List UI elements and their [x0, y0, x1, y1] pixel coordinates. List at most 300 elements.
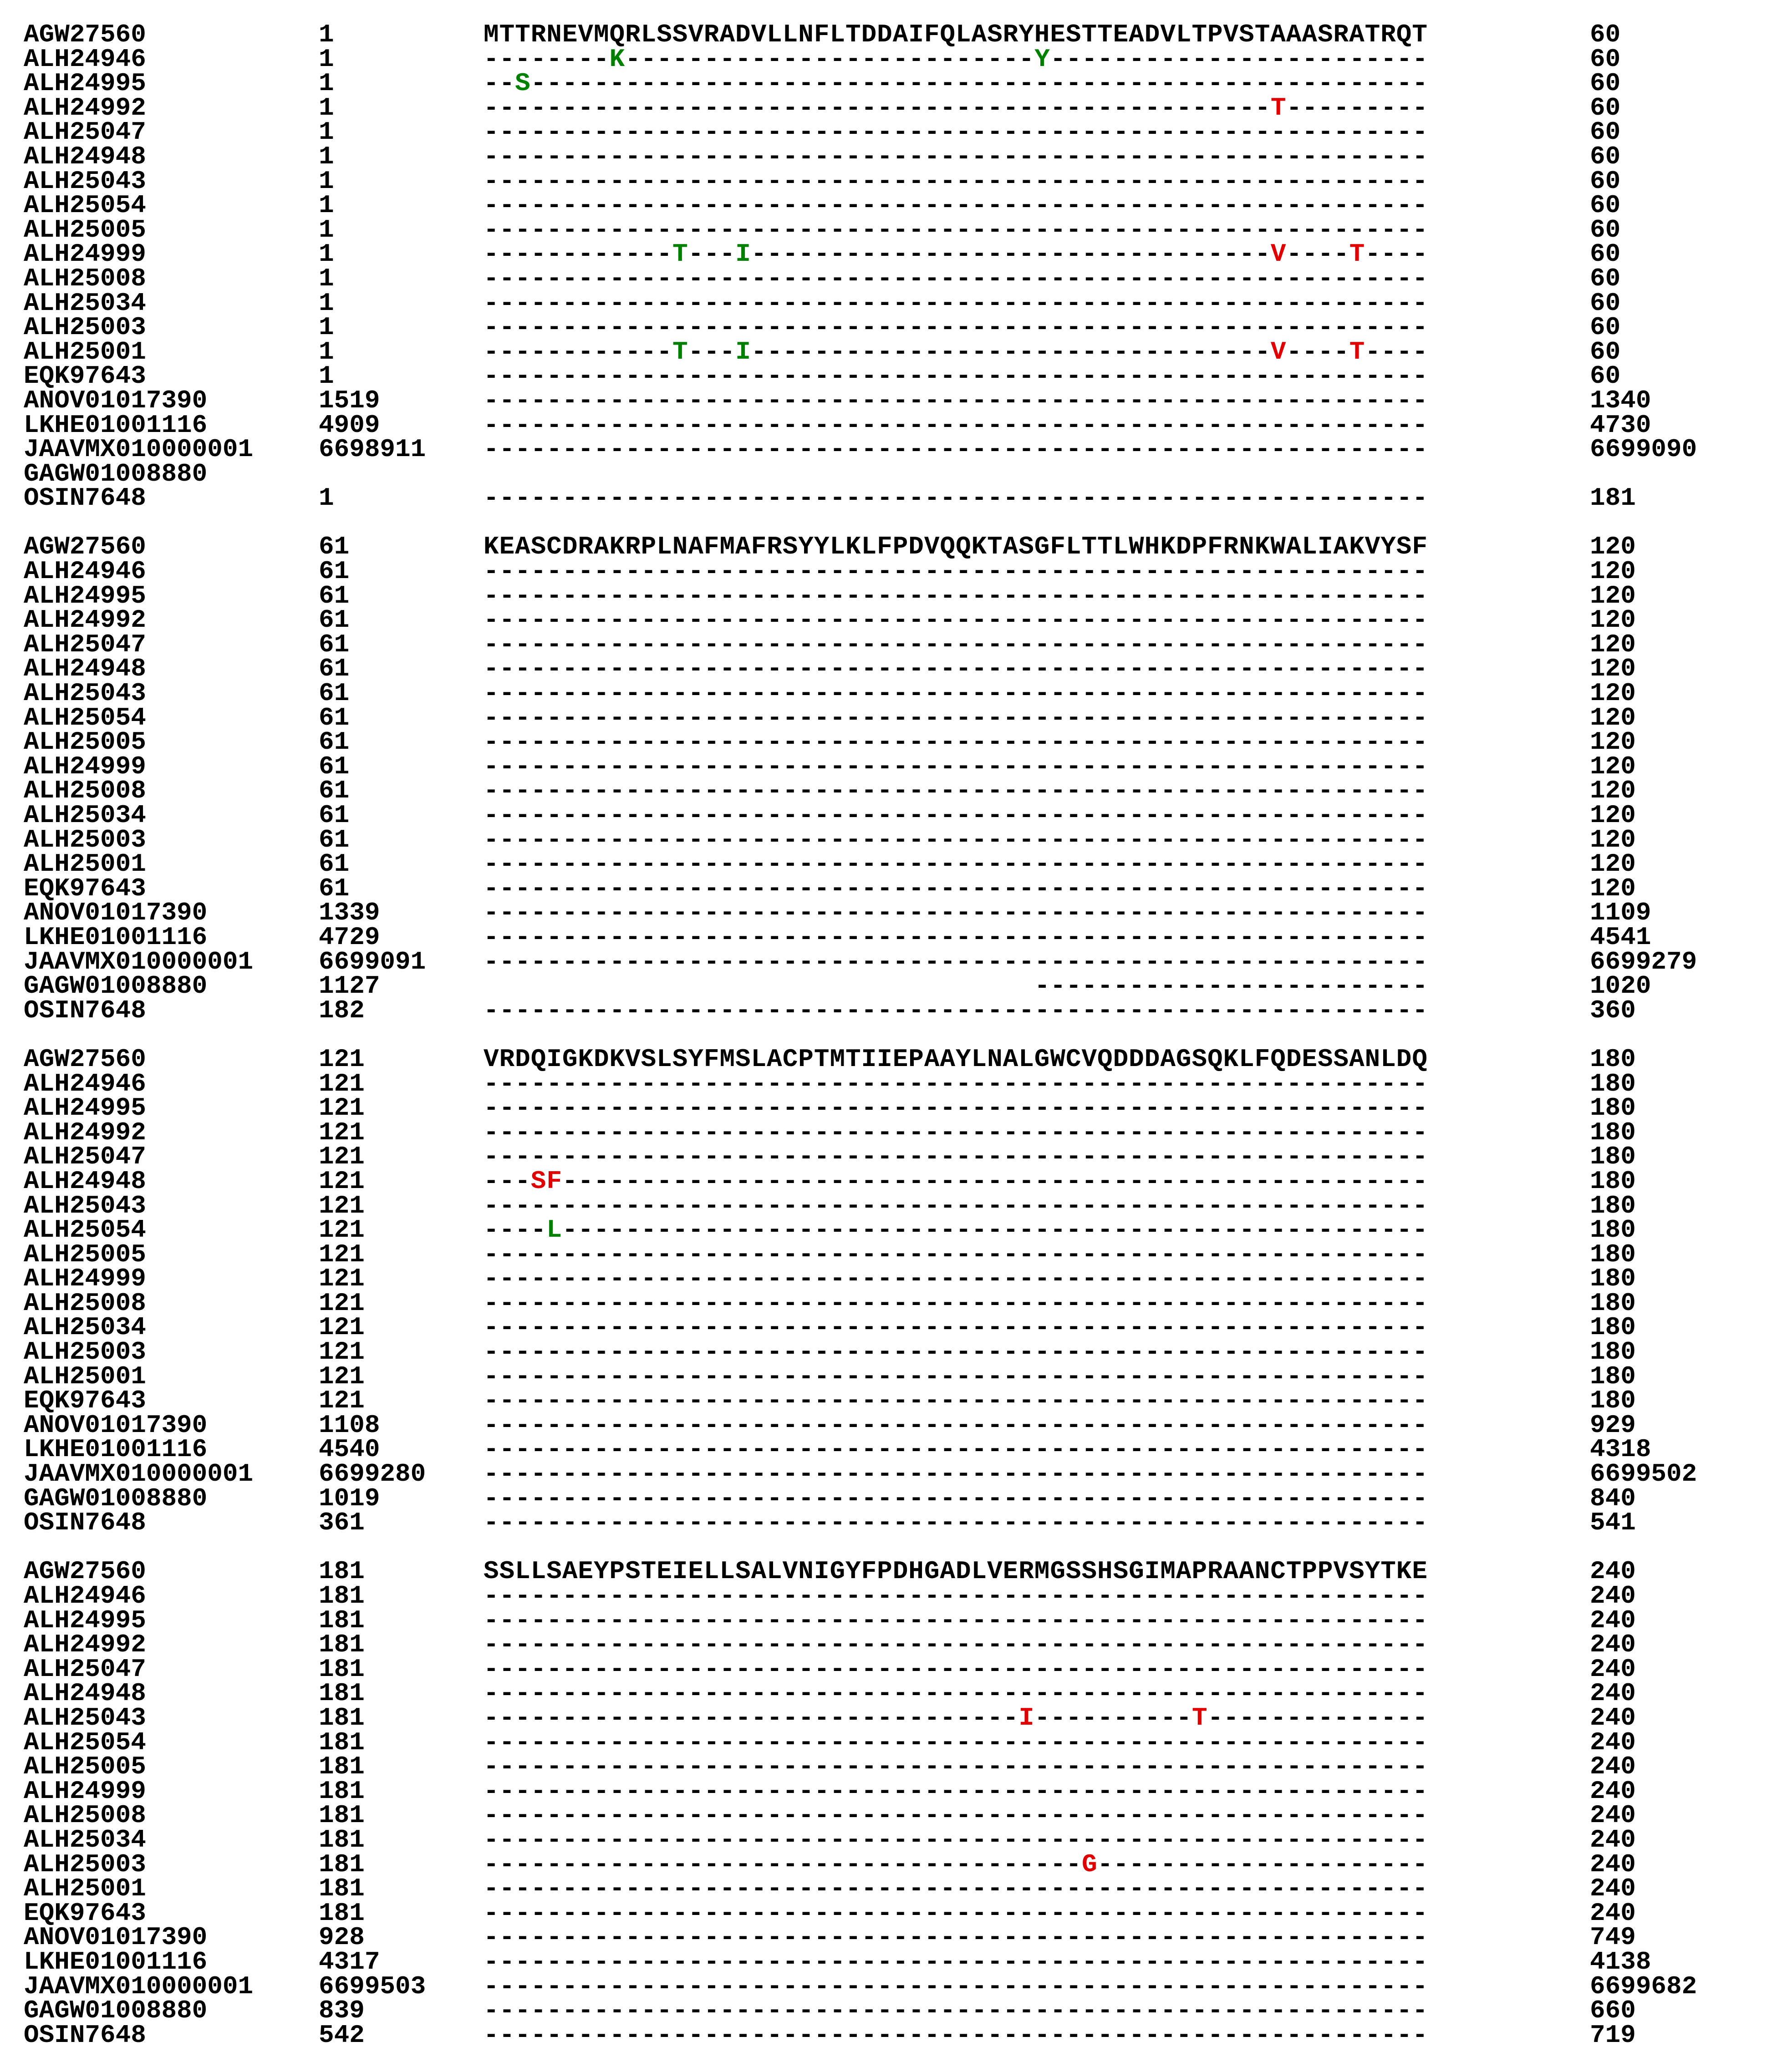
end-position: 6699682 [1590, 1971, 1697, 2001]
start-position: 1127 [319, 971, 380, 1001]
alignment-row [24, 20, 1736, 49]
sequence-id: ALH25003 [24, 313, 146, 342]
start-position: 61 [319, 727, 350, 757]
sequence: ------------------------------------------------------------ [484, 1191, 1428, 1220]
end-position: 120 [1590, 825, 1636, 854]
start-position: 181 [319, 1605, 365, 1635]
sequence-id: ANOV01017390 [24, 1410, 208, 1440]
end-position: 240 [1590, 1557, 1636, 1586]
start-position: 61 [319, 825, 350, 854]
start-position: 61 [319, 557, 350, 586]
substitution-residue: S [515, 69, 531, 98]
start-position: 1 [319, 337, 334, 366]
sequence: ------------------------------------------------------------ [484, 166, 1428, 196]
start-position: 182 [319, 995, 365, 1025]
sequence: ------------------------------------------------------------ [484, 313, 1428, 342]
sequence: ------------------------------------------------------------ [484, 1727, 1428, 1757]
alignment-row [24, 1803, 1736, 1828]
alignment-row [24, 1681, 1736, 1706]
sequence-id: ANOV01017390 [24, 386, 208, 415]
end-position: 180 [1590, 1093, 1636, 1123]
end-position: 6699279 [1590, 947, 1697, 976]
sequence-id: OSIN7648 [24, 1508, 146, 1538]
end-position: 240 [1590, 1849, 1636, 1879]
start-position: 1 [319, 93, 334, 122]
start-position: 121 [319, 1093, 365, 1123]
substitution-residue: V [1270, 337, 1287, 366]
sequence-id: EQK97643 [24, 873, 146, 903]
sequence: ------------------------------------------------------------ [484, 1630, 1428, 1660]
sequence [484, 462, 1590, 487]
substitution-residue: I [735, 337, 751, 366]
start-position: 1339 [319, 898, 380, 928]
start-position: 1 [319, 44, 334, 74]
alignment-row [24, 1093, 1736, 1123]
start-position: 61 [319, 581, 350, 610]
sequence: ------------------------------------------------------------ [484, 386, 1428, 415]
sequence-id: LKHE01001116 [24, 410, 208, 440]
alignment-row [24, 605, 1736, 635]
alignment-row [24, 71, 1736, 96]
sequence: ---SF------------------------------------------------------- [484, 1166, 1428, 1196]
sequence-id: ALH25054 [24, 1727, 146, 1757]
alignment-row [24, 1459, 1736, 1489]
start-position: 1519 [319, 386, 380, 415]
end-position: 240 [1590, 1605, 1636, 1635]
alignment-row [24, 337, 1736, 366]
start-position: 1 [319, 69, 334, 98]
end-position: 180 [1590, 1166, 1636, 1196]
sequence-id: ALH25001 [24, 337, 146, 366]
end-position: 120 [1590, 605, 1636, 635]
substitution-residue: T [1192, 1703, 1208, 1732]
end-position: 120 [1590, 873, 1636, 903]
sequence-id: ALH25008 [24, 776, 146, 806]
sequence: ------------------------------------------------------------ [484, 264, 1428, 293]
sequence-id: ALH25034 [24, 288, 146, 318]
sequence: ----------------------------------I----------T-------------- [484, 1703, 1428, 1732]
substitution-residue: V [1270, 239, 1287, 269]
sequence-id: LKHE01001116 [24, 1947, 208, 1976]
alignment-row [24, 1727, 1736, 1757]
sequence: ------------------------------------------------------------ [484, 849, 1428, 879]
sequence: ------------------------------------------------------------ [484, 1386, 1428, 1416]
sequence-id: OSIN7648 [24, 995, 146, 1025]
alignment-row [24, 681, 1736, 706]
substitution-residue: S [530, 1166, 547, 1196]
sequence: MTTRNEVMQRLSSVRADVLLNFLTDDAIFQLASRYHESTTEADVLTPVSTAAASRATRQT [484, 20, 1428, 49]
start-position: 181 [319, 1776, 365, 1806]
sequence-id: ALH25043 [24, 679, 146, 708]
sequence: ------------------------------------------------------------ [484, 361, 1428, 391]
end-position: 120 [1590, 679, 1636, 708]
start-position: 1 [319, 215, 334, 244]
sequence: --------K--------------------------Y------------------------ [484, 44, 1428, 74]
sequence: ------------------------------------------------------------ [484, 215, 1428, 244]
sequence-id: ALH25034 [24, 1825, 146, 1854]
alignment-row [24, 1971, 1736, 2001]
substitution-residue: I [1018, 1703, 1035, 1732]
sequence-id: GAGW01008880 [24, 971, 208, 1001]
start-position: 121 [319, 1069, 365, 1098]
start-position: 121 [319, 1166, 365, 1196]
sequence-id: ALH25054 [24, 703, 146, 732]
alignment-row [24, 1508, 1736, 1538]
start-position: 4317 [319, 1947, 380, 1976]
start-position: 6699503 [319, 1971, 426, 2001]
end-position: 180 [1590, 1386, 1636, 1416]
start-position: 61 [319, 801, 350, 830]
sequence: ------------------------------------------------------------ [484, 703, 1428, 732]
start-position: 6699280 [319, 1459, 426, 1489]
sequence: ------------------------------------------------------------ [484, 1898, 1428, 1928]
sequence: ------------------------------------------------------------ [484, 1996, 1428, 2026]
alignment-row [24, 630, 1736, 659]
start-position: 181 [319, 1752, 365, 1782]
alignment-row [24, 581, 1736, 610]
alignment-row [24, 239, 1736, 269]
sequence: ------------------------------------------------------------ [484, 1093, 1428, 1123]
end-position: 180 [1590, 1117, 1636, 1147]
alignment-row [24, 117, 1736, 147]
end-position: 240 [1590, 1898, 1636, 1928]
start-position: 61 [319, 532, 350, 562]
start-position: 1 [319, 20, 334, 49]
sequence-id: GAGW01008880 [24, 459, 208, 488]
sequence: ------------------------------------------------------------ [484, 142, 1428, 171]
sequence: ------------------------------------------------------------ [484, 1752, 1428, 1782]
sequence-id: AGW27560 [24, 20, 146, 49]
start-position: 1 [319, 117, 334, 147]
sequence-id: ALH25008 [24, 1801, 146, 1830]
sequence-id: JAAVMX010000001 [24, 1971, 254, 2001]
sequence: ------------------------------------------------------------ [484, 776, 1428, 806]
alignment-row [24, 1337, 1736, 1367]
sequence: ------------------------------------------------------------ [484, 1923, 1428, 1952]
alignment-row [24, 410, 1736, 440]
sequence-id: ALH25054 [24, 191, 146, 220]
sequence-id: ALH24946 [24, 557, 146, 586]
end-position: 4730 [1590, 410, 1651, 440]
substitution-residue: G [1081, 1849, 1098, 1879]
sequence: ------------------------------------------------------------ [484, 1069, 1428, 1098]
sequence-id: EQK97643 [24, 1386, 146, 1416]
sequence-id: ALH25003 [24, 1337, 146, 1367]
sequence: ------------------------------------------------------------ [484, 1581, 1428, 1610]
start-position: 6698911 [319, 435, 426, 464]
alignment-row [24, 1874, 1736, 1904]
substitution-residue: Y [1034, 44, 1050, 74]
start-position: 61 [319, 605, 350, 635]
sequence: ------------------------------------------------------------ [484, 1435, 1428, 1464]
start-position: 121 [319, 1288, 365, 1318]
end-position: 60 [1590, 239, 1621, 269]
sequence-id: AGW27560 [24, 532, 146, 562]
sequence: ------------------------------------------------------------ [484, 825, 1428, 854]
sequence-id: ALH25043 [24, 166, 146, 196]
end-position: 180 [1590, 1142, 1636, 1172]
start-position: 181 [319, 1630, 365, 1660]
sequence: ------------------------------------------------------------ [484, 483, 1428, 513]
end-position: 60 [1590, 313, 1621, 342]
sequence-id: ALH25005 [24, 215, 146, 244]
alignment-row [24, 315, 1736, 340]
sequence-id: EQK97643 [24, 1898, 146, 1928]
sequence-id: ALH24999 [24, 1776, 146, 1806]
end-position: 60 [1590, 288, 1621, 318]
end-position: 60 [1590, 264, 1621, 293]
sequence-id: AGW27560 [24, 1044, 146, 1074]
sequence-alignment [24, 20, 1736, 2072]
sequence-id: ALH25001 [24, 1874, 146, 1904]
alignment-row [24, 1703, 1736, 1732]
sequence: --------------------------------------------------T--------- [484, 93, 1428, 122]
alignment-row [24, 849, 1736, 879]
sequence-id: ALH25003 [24, 1849, 146, 1879]
alignment-row [24, 1483, 1736, 1513]
sequence: ------------------------------------------------------------ [484, 1313, 1428, 1342]
end-position: 120 [1590, 532, 1636, 562]
start-position: 121 [319, 1239, 365, 1269]
end-position: 60 [1590, 215, 1621, 244]
sequence-id: ALH25005 [24, 1752, 146, 1782]
sequence-id: ALH24946 [24, 44, 146, 74]
start-position: 1 [319, 239, 334, 269]
start-position: 1 [319, 313, 334, 342]
start-position: 6699091 [319, 947, 426, 976]
sequence: ------------------------------------------------------------ [484, 1459, 1428, 1489]
start-position: 542 [319, 2020, 365, 2050]
sequence: ------------------------------------------------------------ [484, 581, 1428, 610]
end-position: 60 [1590, 361, 1621, 391]
sequence-id: OSIN7648 [24, 2020, 146, 2050]
start-position: 181 [319, 1898, 365, 1928]
sequence: ------------------------------------------------------------ [484, 1288, 1428, 1318]
alignment-row [24, 1166, 1736, 1196]
alignment-row [24, 1996, 1736, 2026]
start-position: 928 [319, 1923, 365, 1952]
alignment-row [24, 703, 1736, 732]
sequence-id: ALH25034 [24, 1313, 146, 1342]
sequence-id: ALH25005 [24, 727, 146, 757]
sequence: VRDQIGKDKVSLSYFMSLACPTMTIIEPAAYLNALGWCVQDDDAGSQKLFQDESSANLDQ [484, 1044, 1428, 1074]
start-position: 61 [319, 752, 350, 781]
sequence: ------------T---I---------------------------------V----T---- [484, 337, 1428, 366]
sequence-id: ANOV01017390 [24, 898, 208, 928]
start-position: 121 [319, 1361, 365, 1391]
alignment-row [24, 1117, 1736, 1147]
sequence-id: OSIN7648 [24, 483, 146, 513]
end-position: 180 [1590, 1239, 1636, 1269]
alignment-row [24, 288, 1736, 318]
sequence: ------------------------------------------------------------ [484, 191, 1428, 220]
sequence-id: EQK97643 [24, 361, 146, 391]
end-position: 360 [1590, 995, 1636, 1025]
end-position: 60 [1590, 20, 1621, 49]
alignment-row [24, 361, 1736, 391]
sequence-id: ALH25034 [24, 801, 146, 830]
start-position: 181 [319, 1874, 365, 1904]
sequence: ------------------------------------------------------------ [484, 873, 1428, 903]
start-position: 121 [319, 1264, 365, 1294]
sequence: ------------------------------------------------------------ [484, 1337, 1428, 1367]
start-position: 1 [319, 166, 334, 196]
alignment-row [24, 483, 1736, 513]
end-position: 180 [1590, 1069, 1636, 1098]
end-position: 240 [1590, 1581, 1636, 1610]
start-position: 61 [319, 849, 350, 879]
start-position: 1 [319, 483, 334, 513]
alignment-row [24, 922, 1736, 952]
alignment-row [24, 1044, 1736, 1074]
end-position: 660 [1590, 1996, 1636, 2026]
sequence-id: ALH24948 [24, 654, 146, 684]
alignment-row [24, 873, 1736, 903]
alignment-row [24, 1630, 1736, 1660]
start-position: 361 [319, 1508, 365, 1538]
sequence-id: ALH25047 [24, 1142, 146, 1172]
sequence-id: ALH25043 [24, 1191, 146, 1220]
end-position: 120 [1590, 849, 1636, 879]
sequence-id: JAAVMX010000001 [24, 435, 254, 464]
sequence-id: ALH24992 [24, 1117, 146, 1147]
start-position: 121 [319, 1191, 365, 1220]
end-position: 929 [1590, 1410, 1636, 1440]
sequence: ------------------------------------------------------------ [484, 654, 1428, 684]
end-position: 1109 [1590, 898, 1651, 928]
end-position: 180 [1590, 1337, 1636, 1367]
sequence: ----L------------------------------------------------------- [484, 1215, 1428, 1245]
alignment-row [24, 654, 1736, 684]
end-position: 4138 [1590, 1947, 1651, 1976]
start-position: 4540 [319, 1435, 380, 1464]
alignment-row [24, 971, 1736, 1001]
end-position: 120 [1590, 727, 1636, 757]
end-position: 240 [1590, 1654, 1636, 1684]
end-position: 240 [1590, 1825, 1636, 1854]
alignment-row [24, 1239, 1736, 1269]
alignment-row [24, 1925, 1736, 1950]
start-position: 121 [319, 1117, 365, 1147]
substitution-residue: T [1349, 337, 1365, 366]
alignment-row [24, 193, 1736, 218]
sequence: --S--------------------------------------------------------- [484, 69, 1428, 98]
end-position: 120 [1590, 630, 1636, 659]
sequence-id: ALH24999 [24, 752, 146, 781]
sequence-id: ALH24946 [24, 1069, 146, 1098]
sequence-id: ALH24948 [24, 1679, 146, 1708]
alignment-row [24, 1898, 1736, 1928]
sequence: ------------------------------------------------------------ [484, 1264, 1428, 1294]
sequence-id: ALH25008 [24, 1288, 146, 1318]
sequence: ------------------------------------------------------------ [484, 898, 1428, 928]
sequence: ------------------------------------------------------------ [484, 1654, 1428, 1684]
sequence-id: ANOV01017390 [24, 1923, 208, 1952]
start-position: 61 [319, 654, 350, 684]
sequence: ------------------------------------------------------------ [484, 1801, 1428, 1830]
alignment-row [24, 776, 1736, 806]
sequence-id: GAGW01008880 [24, 1483, 208, 1513]
start-position: 61 [319, 873, 350, 903]
start-position: 4729 [319, 922, 380, 952]
sequence: ------------------------------------------------------------ [484, 922, 1428, 952]
alignment-block [24, 1557, 1736, 2050]
start-position: 121 [319, 1215, 365, 1245]
alignment-row [24, 898, 1736, 928]
sequence: KEASCDRAKRPLNAFMAFRSYYLKLFPDVQQKTASGFLTTLWHKDPFRNKWALIAKVYSF [484, 532, 1428, 562]
start-position [319, 462, 484, 487]
sequence: ------------------------------------------------------------ [484, 1776, 1428, 1806]
alignment-row [24, 166, 1736, 196]
substitution-residue: F [546, 1166, 562, 1196]
sequence-id: ALH24992 [24, 93, 146, 122]
end-position [1590, 462, 1736, 487]
sequence-id: LKHE01001116 [24, 1435, 208, 1464]
start-position: 61 [319, 679, 350, 708]
alignment-row [24, 1947, 1736, 1976]
sequence-id: ALH24948 [24, 1166, 146, 1196]
alignment-row [24, 459, 1736, 488]
end-position: 120 [1590, 703, 1636, 732]
alignment-row [24, 1410, 1736, 1440]
sequence: ------------------------------------------------------------ [484, 630, 1428, 659]
substitution-residue: T [672, 337, 688, 366]
sequence: ------------------------------------------------------------ [484, 410, 1428, 440]
start-position: 61 [319, 703, 350, 732]
start-position: 121 [319, 1313, 365, 1342]
end-position: 6699090 [1590, 435, 1697, 464]
sequence: ------------------------------------------------------------ [484, 1483, 1428, 1513]
alignment-block [24, 1044, 1736, 1538]
sequence: ------------T---I---------------------------------V----T---- [484, 239, 1428, 269]
end-position: 120 [1590, 776, 1636, 806]
sequence: ------------------------------------------------------------ [484, 1361, 1428, 1391]
end-position: 749 [1590, 1923, 1636, 1952]
end-position: 181 [1590, 483, 1636, 513]
end-position: 60 [1590, 142, 1621, 171]
sequence-id: JAAVMX010000001 [24, 947, 254, 976]
end-position: 240 [1590, 1679, 1636, 1708]
sequence: ------------------------------------------------------------ [484, 801, 1428, 830]
sequence: ------------------------------------------------------------ [484, 605, 1428, 635]
start-position: 1 [319, 361, 334, 391]
sequence-id: ALH25001 [24, 849, 146, 879]
alignment-row [24, 93, 1736, 122]
sequence: SSLLSAEYPSTEIELLSALVNIGYFPDHGADLVERMGSSHSGIMAPRAANCTPPVSYTKE [484, 1557, 1428, 1586]
sequence: ------------------------------------------------------------ [484, 1825, 1428, 1854]
end-position: 1340 [1590, 386, 1651, 415]
sequence-id: ALH25047 [24, 1654, 146, 1684]
end-position: 60 [1590, 69, 1621, 98]
start-position: 121 [319, 1386, 365, 1416]
start-position: 1 [319, 288, 334, 318]
sequence-id: ALH25054 [24, 1215, 146, 1245]
substitution-residue: K [609, 44, 626, 74]
end-position: 120 [1590, 752, 1636, 781]
sequence-id: ALH24995 [24, 69, 146, 98]
sequence-id: ALH24948 [24, 142, 146, 171]
end-position: 4318 [1590, 1435, 1651, 1464]
end-position: 240 [1590, 1776, 1636, 1806]
sequence: ------------------------------------------------------------ [484, 1874, 1428, 1904]
alignment-block [24, 20, 1736, 513]
end-position: 60 [1590, 337, 1621, 366]
alignment-row [24, 264, 1736, 293]
sequence-id: ALH24946 [24, 1581, 146, 1610]
sequence-id: ALH24992 [24, 605, 146, 635]
sequence: ------------------------------------------------------------ [484, 1508, 1428, 1538]
alignment-block [24, 532, 1736, 1025]
